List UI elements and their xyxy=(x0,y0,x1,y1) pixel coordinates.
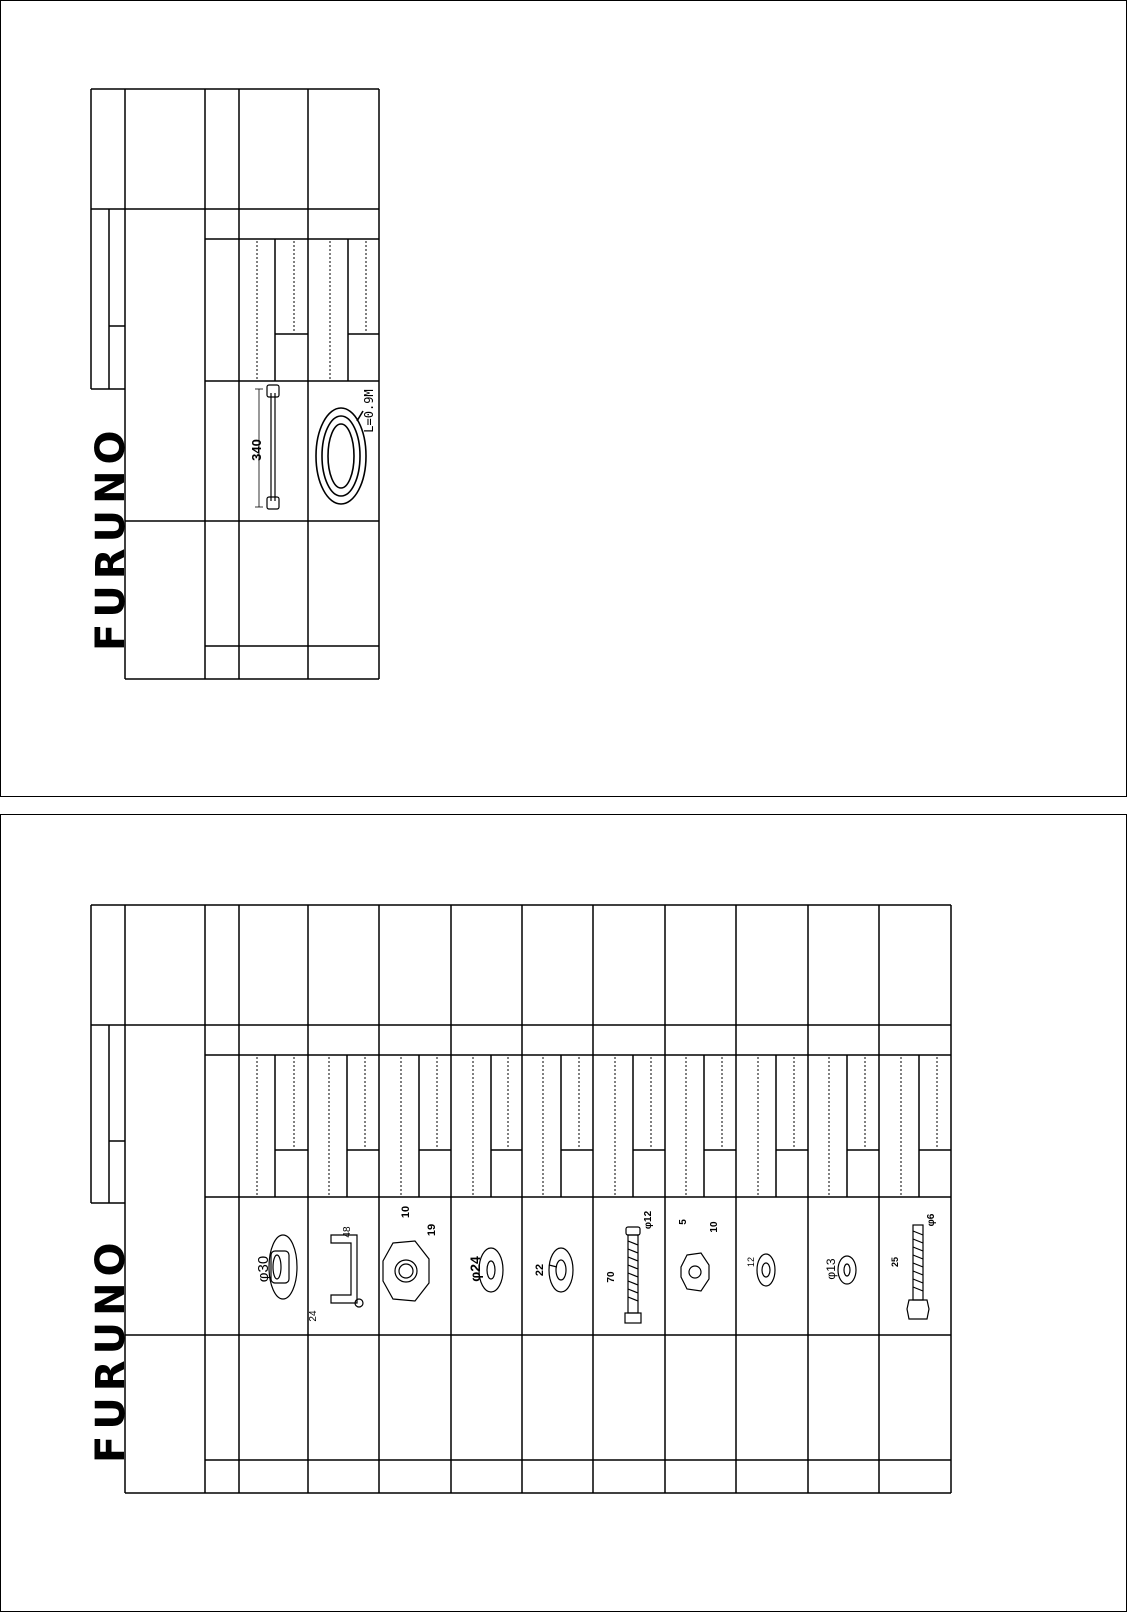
hex-nut-large-drawing xyxy=(383,1241,429,1301)
dimension-label: 5 xyxy=(678,1219,689,1225)
dimension-label: 10 xyxy=(709,1221,720,1233)
dimension-label: 24 xyxy=(308,1310,319,1322)
hex-bolt-70-drawing xyxy=(625,1227,641,1323)
dimension-label: 48 xyxy=(342,1226,353,1238)
dimension-label: 10 xyxy=(400,1205,412,1219)
dimension-label: 19 xyxy=(426,1223,438,1237)
dimension-label: 22 xyxy=(534,1263,546,1277)
parts-table-page-1 xyxy=(1,1,1128,798)
flange-drawing xyxy=(269,1235,297,1299)
flat-washer-13-drawing xyxy=(838,1256,856,1284)
furuno-logo: FURUNO xyxy=(88,424,134,651)
dimension-label: 340 xyxy=(249,439,264,461)
dimension-label: 70 xyxy=(606,1271,617,1283)
dimension-label: φ13 xyxy=(824,1258,838,1280)
bracket-drawing xyxy=(331,1235,363,1307)
document-page-2 xyxy=(0,814,1127,1612)
hex-bolt-25-drawing xyxy=(907,1225,929,1319)
dimension-label: 12 xyxy=(746,1257,756,1268)
furuno-logo: FURUNO xyxy=(88,1236,134,1463)
dimension-label: 25 xyxy=(890,1257,900,1268)
dimension-label: L=0.9M xyxy=(362,389,376,433)
dimension-label: φ30 xyxy=(255,1255,272,1283)
dimension-label: φ12 xyxy=(643,1210,654,1230)
hex-nut-small-drawing xyxy=(681,1253,709,1291)
document-page-1 xyxy=(0,0,1127,797)
dimension-label: φ24 xyxy=(467,1256,483,1282)
parts-table-page-2 xyxy=(1,815,1128,1613)
dimension-label: φ6 xyxy=(926,1213,937,1227)
cable-coil-drawing xyxy=(316,408,366,504)
spring-washer-22-drawing xyxy=(549,1248,573,1292)
